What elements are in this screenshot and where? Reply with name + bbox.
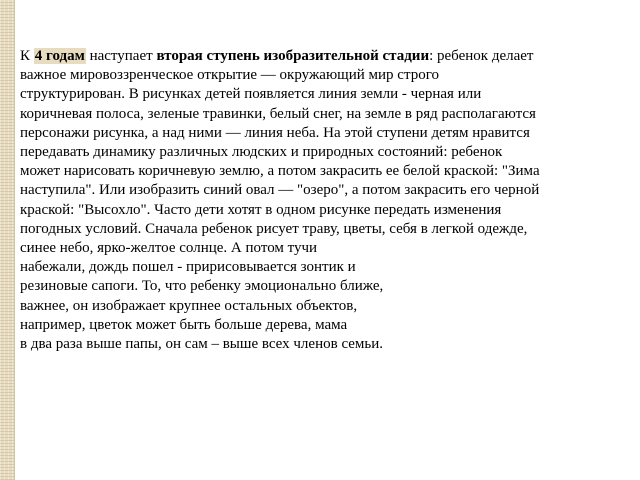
text-line: важное мировоззренческое открытие — окружающий мир строго (20, 67, 439, 84)
text-line: резиновые сапоги. То, что ребенку эмоционально ближе, (20, 278, 384, 295)
text-block (20, 47, 620, 354)
age-highlight: 4 годам (34, 48, 85, 64)
line1-middle: наступает (85, 48, 157, 64)
text-line: набежали, дождь пошел - пририсовывается зонтик и (20, 259, 356, 276)
text-line: в два раза выше папы, он сам – выше всех членов семьи. (20, 336, 384, 353)
text-line: структурирован. В рисунках детей появляется линия земли - черная или (20, 86, 482, 103)
text-line-1 (20, 47, 620, 66)
text-line: персонажи рисунка, а над ними — линия неба. На этой ступени детям нравится (20, 124, 530, 141)
stripe-divider (14, 0, 15, 480)
text-line: например, цветок может быть больше дерева, мама (20, 316, 348, 333)
text-line: важнее, он изображает крупнее остальных объектов, (20, 297, 358, 314)
line1-suffix: : ребенок делает (429, 48, 534, 64)
text-line: погодных условий. Сначала ребенок рисует траву, цветы, себя в легкой одежде, (20, 220, 528, 237)
text-line: краской: "Высохло". Часто дети хотят в одном рисунке передать изменения (20, 201, 502, 218)
text-line: может нарисовать коричневую землю, а потом закрасить ее белой краской: "Зима (20, 163, 540, 180)
stage-name: вторая ступень изобразительной стадии (156, 48, 430, 64)
decorative-stripe (0, 0, 14, 480)
text-line: наступила". Или изобразить синий овал — "озеро", а потом закрасить его черной (20, 182, 540, 199)
text-line: коричневая полоса, зеленые травинки, белый снег, на земле в ряд располагаются (20, 105, 536, 122)
line1-prefix: К (20, 48, 34, 64)
text-line: передавать динамику различных людских и природных состояний: ребенок (20, 144, 503, 161)
text-line: синее небо, ярко-желтое солнце. А потом тучи (20, 240, 318, 257)
